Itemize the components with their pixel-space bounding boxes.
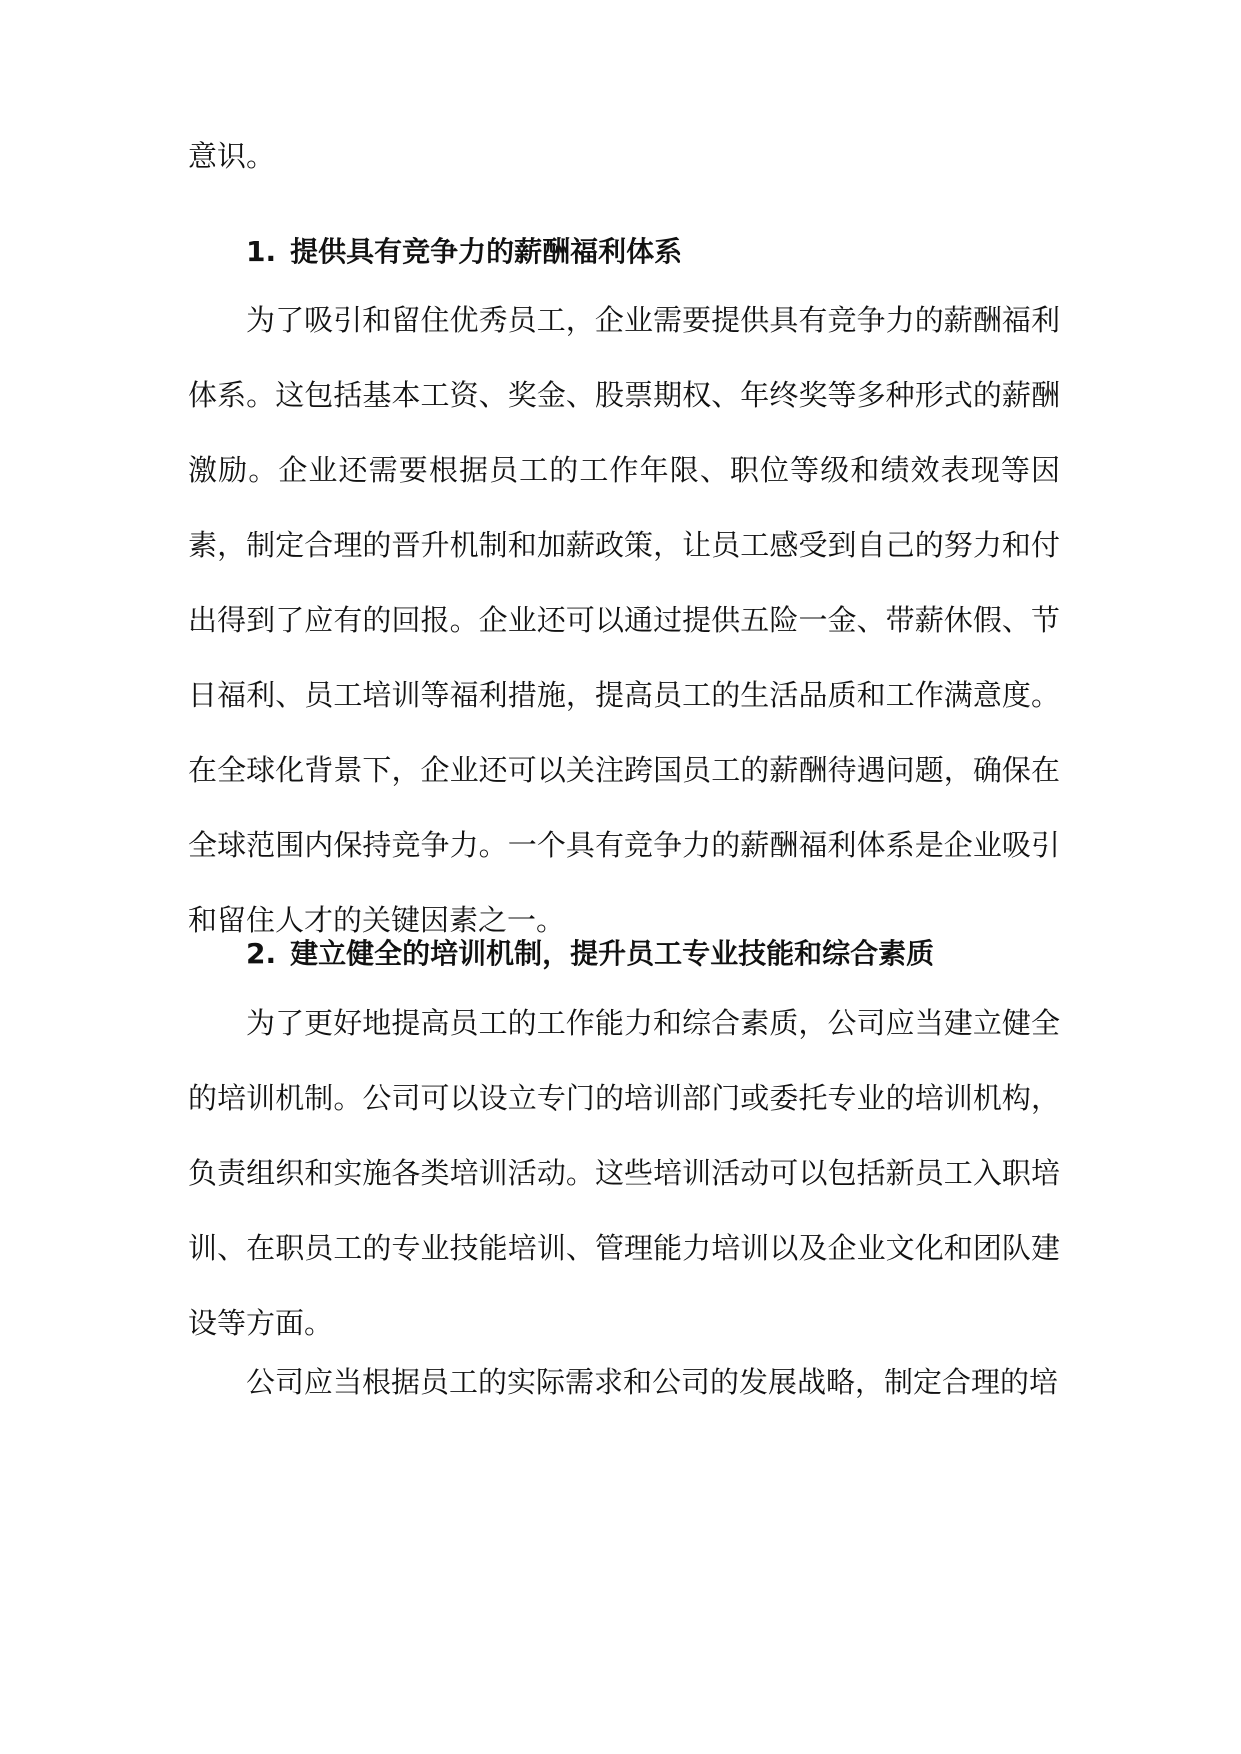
paragraph-1: 为了吸引和留住优秀员工，企业需要提供具有竞争力的薪酬福利体系。这包括基本工资、奖金、股票期权、年终奖等多种形式的薪酬激励。企业还需要根据员工的工作年限、职位等级和绩效表现等因素，制定合理的晋升机制和加薪政策，让员工感受到自己的努力和付出得到了应有的回报。企业还可以通过提供五险一金、带薪休假、节日福利、员工培训等福利措施，提高员工的生活品质和工作满意度。在全球化背景下，企业还可以关注跨国员工的薪酬待遇问题，确保在全球范围内保持竞争力。一个具有竞争力的薪酬福利体系是企业吸引和留住人才的关键因素之一。 <box>188 303 1060 937</box>
section-heading-2-text: 建立健全的培训机制，提升员工专业技能和综合素质 <box>290 937 935 970</box>
section-heading-2 <box>188 934 1118 974</box>
section-heading-1-number: 1. <box>246 235 277 268</box>
paragraph-2: 为了更好地提高员工的工作能力和综合素质，公司应当建立健全的培训机制。公司可以设立专门的培训部门或委托专业的培训机构，负责组织和实施各类培训活动。这些培训活动可以包括新员工入职培训、在职员工的专业技能培训、管理能力培训以及企业文化和团队建设等方面。 <box>188 1006 1060 1340</box>
carryover-text: 意识。 <box>188 139 276 173</box>
section-heading-1-text: 提供具有竞争力的薪酬福利体系 <box>290 235 683 268</box>
paragraph-3: 公司应当根据员工的实际需求和公司的发展战略，制定合理的培 <box>246 1365 1059 1399</box>
section-heading-2-number: 2. <box>246 937 277 970</box>
section-heading-1 <box>188 232 1118 272</box>
